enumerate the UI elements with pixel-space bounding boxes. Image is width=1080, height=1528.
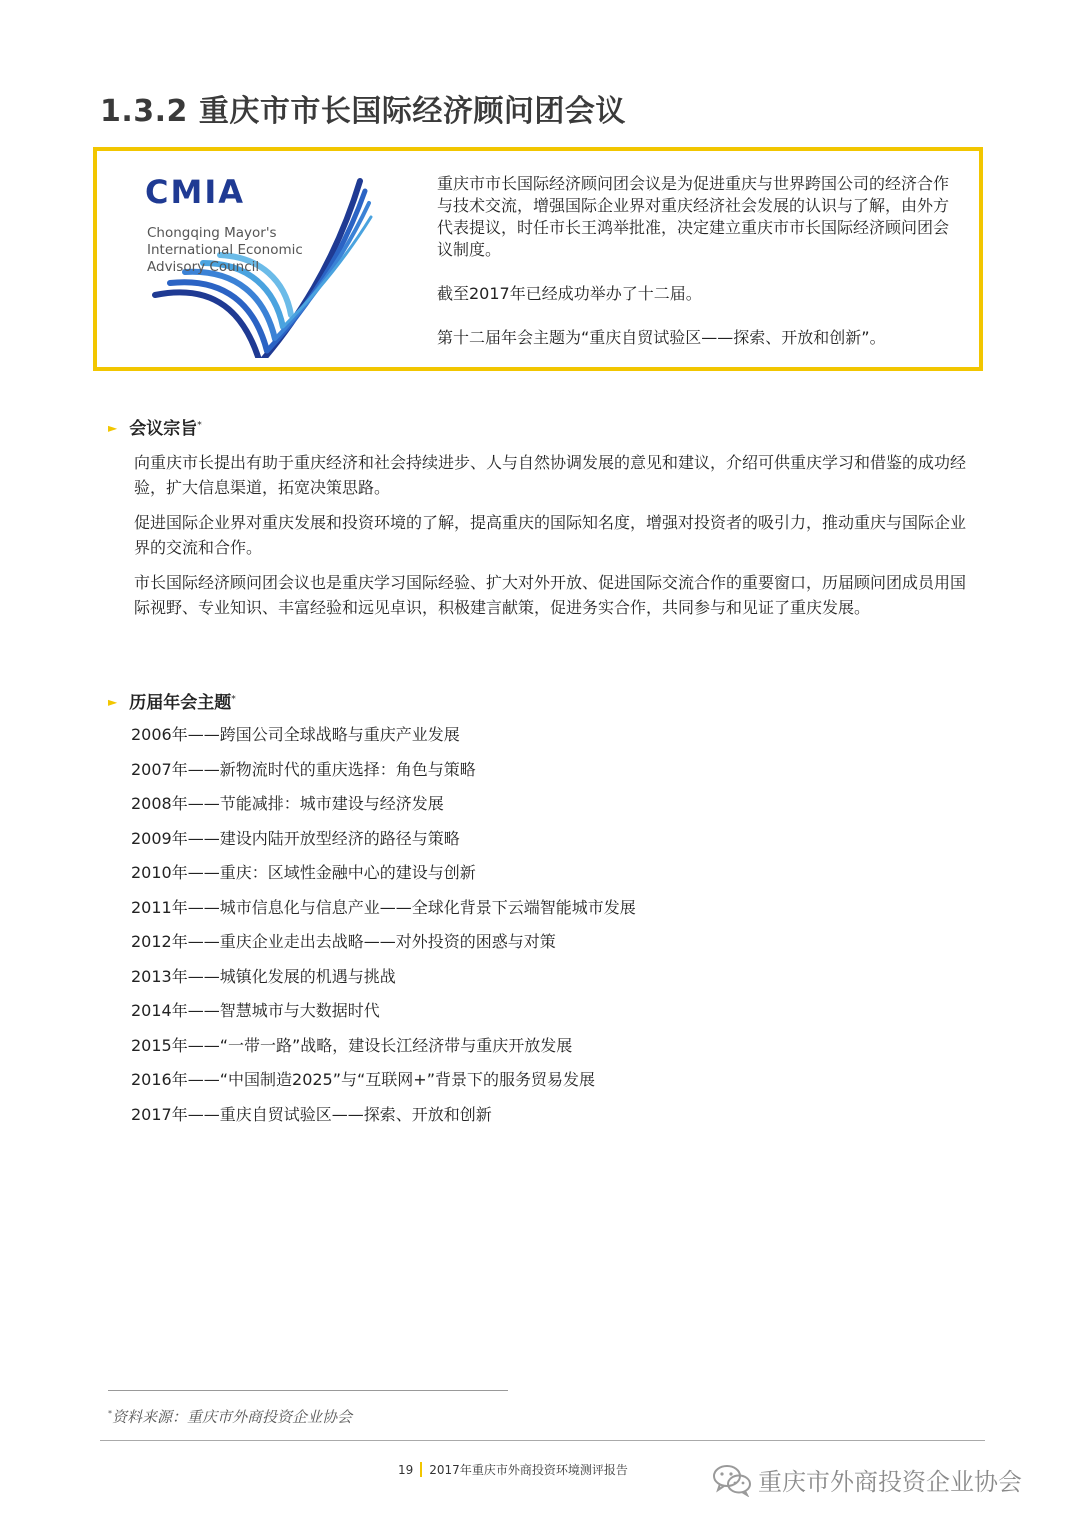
intro-paragraph: 重庆市市长国际经济顾问团会议是为促进重庆与世界跨国公司的经济合作与技术交流，增强国际企业界对重庆经济社会发展的认识与了解，由外方代表提议，时任市长王鸿举批准，决定建立重庆市市长国际经济顾问团会议制度。 xyxy=(437,174,950,259)
purpose-paragraph: 向重庆市长提出有助于重庆经济和社会持续进步、人与自然协调发展的意见和建议，介绍可供重庆学习和借鉴的成功经验，扩大信息渠道，拓宽决策思路。 xyxy=(134,453,967,497)
theme-item: 2013年——城镇化发展的机遇与挑战 xyxy=(131,966,396,986)
logo-subtitle-line: International Economic xyxy=(147,242,303,258)
logo-wordmark: CMIA xyxy=(145,173,245,211)
section-heading-text: 历届年会主题 xyxy=(129,693,232,713)
footnote-mark: * xyxy=(108,1409,112,1418)
bullet-arrow-icon: ► xyxy=(108,421,118,435)
source-text: 资料来源：重庆市外商投资企业协会 xyxy=(112,1408,353,1426)
theme-item: 2012年——重庆企业走出去战略——对外投资的困惑与对策 xyxy=(131,932,556,951)
page-number: 19 xyxy=(398,1462,414,1477)
purpose-paragraph: 市长国际经济顾问团会议也是重庆学习国际经验、扩大对外开放、促进国际交流合作的重要窗口，历届顾问团成员用国际视野、专业知识、丰富经验和远见卓识，积极建言献策，促进务实合作，共同参与和见证了重庆发展。 xyxy=(134,573,967,617)
footnote-mark: * xyxy=(231,694,236,705)
purpose-body xyxy=(134,450,979,630)
wechat-icon xyxy=(712,1463,752,1497)
theme-item: 2014年——智慧城市与大数据时代 xyxy=(131,1001,380,1020)
logo-subtitle-line: Chongqing Mayor's xyxy=(147,225,277,241)
theme-item: 2017年——重庆自贸试验区——探索、开放和创新 xyxy=(131,1104,492,1124)
page-footer xyxy=(398,1461,628,1478)
report-title: 2017年重庆市外商投资环境测评报告 xyxy=(429,1463,628,1477)
theme-item: 2006年——跨国公司全球战略与重庆产业发展 xyxy=(131,725,460,744)
theme-item: 2010年——重庆：区域性金融中心的建设与创新 xyxy=(131,863,476,882)
theme-item: 2011年——城市信息化与信息产业——全球化背景下云端智能城市发展 xyxy=(131,897,636,917)
footer-divider xyxy=(100,1440,985,1441)
theme-item: 2008年——节能减排：城市建设与经济发展 xyxy=(131,794,444,813)
source-note xyxy=(108,1406,352,1427)
footer-accent-bar xyxy=(420,1462,422,1477)
intro-paragraph: 截至2017年已经成功举办了十二届。 xyxy=(437,284,702,303)
theme-item: 2015年——“一带一路”战略，建设长江经济带与重庆开放发展 xyxy=(131,1035,573,1055)
theme-item: 2007年——新物流时代的重庆选择：角色与策略 xyxy=(131,759,476,779)
section-heading-text: 会议宗旨 xyxy=(129,419,198,439)
footnote-mark: * xyxy=(197,420,202,431)
section-heading-purpose xyxy=(108,414,202,439)
section-heading-themes xyxy=(108,688,236,713)
watermark xyxy=(712,1462,1022,1497)
logo-subtitle xyxy=(147,225,327,276)
purpose-paragraph: 促进国际企业界对重庆发展和投资环境的了解，提高重庆的国际知名度，增强对投资者的吸引力，推动重庆与国际企业界的交流和合作。 xyxy=(134,513,967,557)
theme-item: 2016年——“中国制造2025”与“互联网+”背景下的服务贸易发展 xyxy=(131,1070,596,1089)
theme-item: 2009年——建设内陆开放型经济的路径与策略 xyxy=(131,828,460,848)
footnote-divider xyxy=(108,1390,508,1391)
intro-paragraph: 第十二届年会主题为“重庆自贸试验区——探索、开放和创新”。 xyxy=(437,328,886,347)
cmia-logo xyxy=(145,173,375,358)
page-title: 1.3.2 重庆市市长国际经济顾问团会议 xyxy=(100,94,626,129)
themes-list xyxy=(131,722,636,1136)
bullet-arrow-icon: ► xyxy=(108,695,118,709)
intro-text xyxy=(437,173,957,371)
intro-box xyxy=(93,147,983,371)
watermark-text: 重庆市外商投资企业协会 xyxy=(758,1468,1022,1496)
logo-subtitle-line: Advisory Council xyxy=(147,259,260,275)
